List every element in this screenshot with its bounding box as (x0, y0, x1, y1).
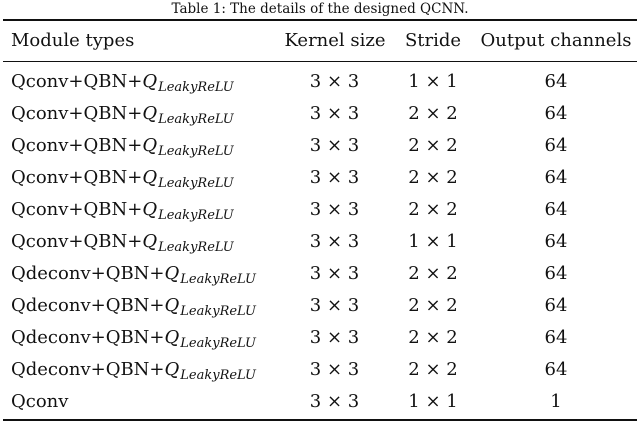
module-base-text: Qconv+QBN+ (11, 71, 143, 92)
kernel-size-cell: 3 × 3 (309, 295, 360, 316)
module-base-text: Qdeconv+QBN+ (11, 295, 165, 316)
table-row (0, 354, 640, 386)
module-type-cell (11, 66, 234, 98)
output-channels-cell: 64 (544, 359, 568, 380)
module-base-text: Qdeconv+QBN+ (11, 359, 165, 380)
q-subscript: LeakyReLU (158, 112, 234, 127)
module-type-cell (11, 386, 69, 418)
q-symbol: Q (164, 295, 180, 316)
header-rule (3, 61, 637, 62)
table-row (0, 66, 640, 98)
bottom-rule (3, 419, 637, 421)
q-subscript: LeakyReLU (180, 336, 256, 351)
stride-cell: 2 × 2 (408, 199, 458, 220)
kernel-size-cell: 3 × 3 (309, 167, 360, 188)
module-type-cell (11, 354, 256, 386)
kernel-size-cell: 3 × 3 (309, 71, 360, 92)
q-subscript: LeakyReLU (158, 240, 234, 255)
module-base-text: Qconv+QBN+ (11, 135, 143, 156)
header-stride: Stride (404, 30, 462, 51)
kernel-size-cell: 3 × 3 (309, 359, 360, 380)
q-symbol: Q (164, 327, 180, 348)
stride-cell: 2 × 2 (408, 103, 458, 124)
q-symbol: Q (142, 167, 158, 188)
table-row (0, 386, 640, 418)
header-kernel-size: Kernel size (284, 30, 386, 51)
stride-cell: 1 × 1 (408, 71, 458, 92)
kernel-size-cell: 3 × 3 (309, 391, 360, 412)
table-row (0, 258, 640, 290)
kernel-size-cell: 3 × 3 (309, 199, 360, 220)
output-channels-cell: 64 (544, 71, 568, 92)
module-base-text: Qconv+QBN+ (11, 231, 143, 252)
q-subscript: LeakyReLU (158, 144, 234, 159)
q-subscript: LeakyReLU (158, 80, 234, 95)
table-row (0, 98, 640, 130)
output-channels-cell: 64 (544, 103, 568, 124)
module-type-cell (11, 194, 234, 226)
q-symbol: Q (142, 103, 158, 124)
kernel-size-cell: 3 × 3 (309, 135, 360, 156)
stride-cell: 1 × 1 (408, 391, 458, 412)
table-row (0, 290, 640, 322)
q-symbol: Q (142, 71, 158, 92)
module-base-text: Qconv+QBN+ (11, 167, 143, 188)
table-row (0, 194, 640, 226)
stride-cell: 2 × 2 (408, 135, 458, 156)
q-subscript: LeakyReLU (180, 304, 256, 319)
table-row (0, 226, 640, 258)
module-base-text: Qdeconv+QBN+ (11, 327, 165, 348)
output-channels-cell: 64 (544, 327, 568, 348)
q-symbol: Q (142, 231, 158, 252)
q-symbol: Q (164, 359, 180, 380)
q-subscript: LeakyReLU (180, 368, 256, 383)
kernel-size-cell: 3 × 3 (309, 327, 360, 348)
output-channels-cell: 64 (544, 199, 568, 220)
module-type-cell (11, 258, 256, 290)
output-channels-cell: 64 (544, 263, 568, 284)
output-channels-cell: 64 (544, 231, 568, 252)
kernel-size-cell: 3 × 3 (309, 231, 360, 252)
module-type-cell (11, 130, 234, 162)
module-base-text: Qconv+QBN+ (11, 199, 143, 220)
output-channels-cell: 64 (544, 135, 568, 156)
stride-cell: 2 × 2 (408, 295, 458, 316)
stride-cell: 1 × 1 (408, 231, 458, 252)
header-module-types: Module types (11, 30, 135, 51)
kernel-size-cell: 3 × 3 (309, 263, 360, 284)
module-base-text: Qconv+QBN+ (11, 103, 143, 124)
q-symbol: Q (164, 263, 180, 284)
stride-cell: 2 × 2 (408, 167, 458, 188)
table-caption: Table 1: The details of the designed QCNN. (171, 1, 469, 17)
table-row (0, 130, 640, 162)
module-type-cell (11, 162, 234, 194)
q-subscript: LeakyReLU (158, 176, 234, 191)
output-channels-cell: 1 (550, 391, 562, 412)
table-row (0, 322, 640, 354)
q-subscript: LeakyReLU (180, 272, 256, 287)
q-symbol: Q (142, 135, 158, 156)
module-type-cell (11, 290, 256, 322)
module-base-text: Qconv (11, 391, 69, 412)
header-output-channels: Output channels (480, 30, 632, 51)
module-base-text: Qdeconv+QBN+ (11, 263, 165, 284)
top-rule (3, 19, 637, 21)
kernel-size-cell: 3 × 3 (309, 103, 360, 124)
table-header-row (0, 25, 640, 57)
module-type-cell (11, 226, 234, 258)
stride-cell: 2 × 2 (408, 327, 458, 348)
module-type-cell (11, 322, 256, 354)
table-row (0, 162, 640, 194)
stride-cell: 2 × 2 (408, 359, 458, 380)
stride-cell: 2 × 2 (408, 263, 458, 284)
q-subscript: LeakyReLU (158, 208, 234, 223)
output-channels-cell: 64 (544, 167, 568, 188)
module-type-cell (11, 98, 234, 130)
output-channels-cell: 64 (544, 295, 568, 316)
q-symbol: Q (142, 199, 158, 220)
